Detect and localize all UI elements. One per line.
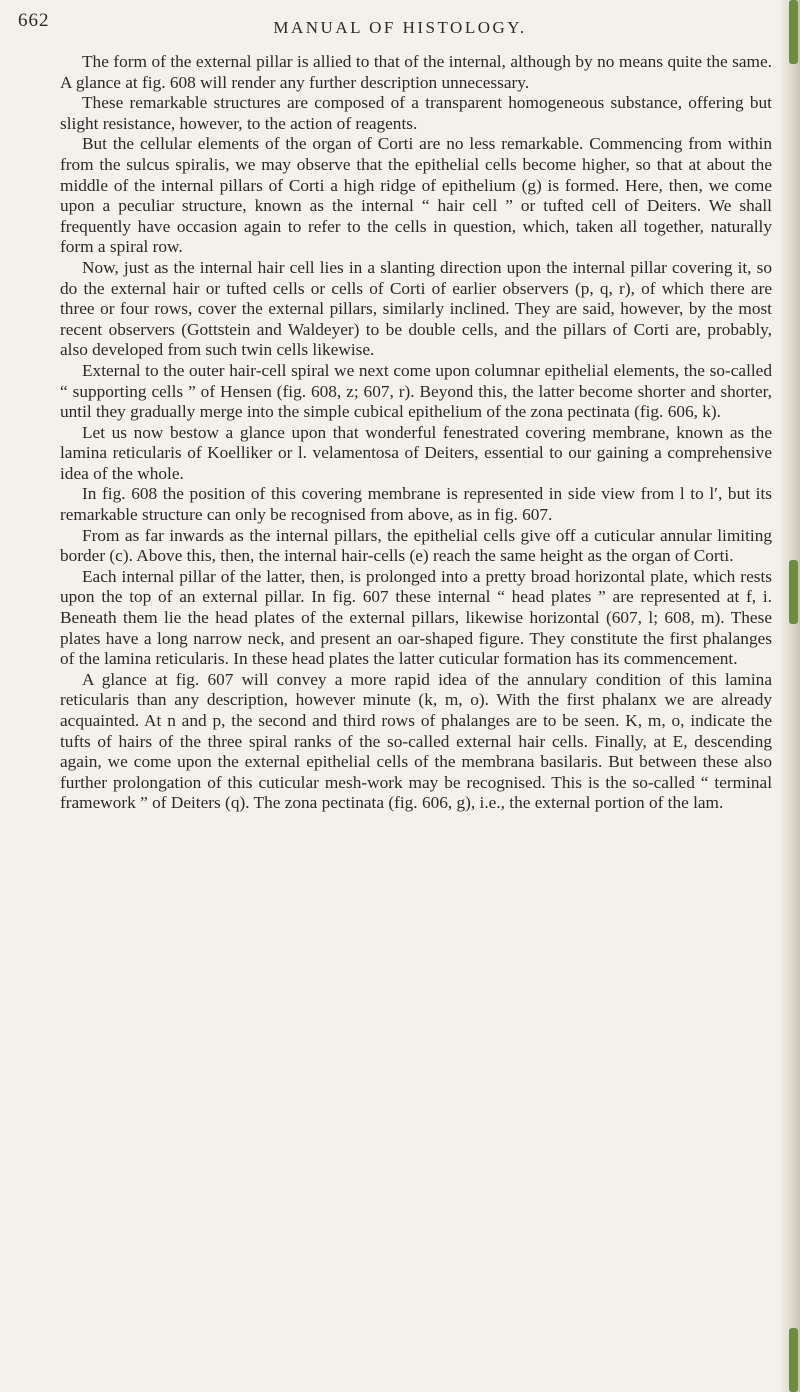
body-text (60, 52, 772, 814)
paragraph: In fig. 608 the position of this covering membrane is represented in side view from l to l′, but its remarkable structure can only be recognised from above, as in fig. 607. (60, 484, 772, 525)
page-number: 662 (18, 10, 50, 31)
paragraph: Now, just as the internal hair cell lies in a slanting direction upon the internal pillar covering it, so do the external hair or tufted cells or cells of Corti of earlier observers (p, q, r), of which there are three or four rows, cover the external pillars, similarly inclined. They are said, however, by the most recent observers (Gottstein and Waldeyer) to be double cells, and the pillars of Corti are, probably, also developed from such twin cells likewise. (60, 257, 772, 360)
page-edge-shadow (778, 0, 800, 1392)
paragraph: These remarkable structures are composed of a transparent homogeneous substance, offering but slight resistance, however, to the action of reagents. (60, 93, 772, 133)
paragraph: From as far inwards as the internal pillars, the epithelial cells give off a cuticular annular limiting border (c). Above this, then, the internal hair-cells (e) reach the same height as the organ of Corti. (60, 525, 772, 566)
edge-tab-mark (789, 0, 798, 64)
paragraph: Let us now bestow a glance upon that wonderful fenestrated covering membrane, known as the lamina reticularis of Koelliker or l. velamentosa of Deiters, essential to our gaining a comprehensive idea of the whole. (60, 422, 772, 483)
paragraph: But the cellular elements of the organ of Corti are no less remarkable. Commencing from within from the sulcus spiralis, we may observe that the epithelial cells become higher, so that at about the middle of the internal pillars of Corti a high ridge of epithelium (g) is formed. Here, then, we come upon a peculiar structure, known as the internal “ hair cell ” or tufted cell of Deiters. We shall frequently have occasion again to refer to the cells in question, which, taken all together, naturally form a spiral row. (60, 134, 772, 257)
edge-tab-mark (789, 1328, 798, 1392)
edge-tab-mark (789, 560, 798, 624)
paragraph: A glance at fig. 607 will convey a more rapid idea of the annulary condition of this lamina reticularis than any description, however minute (k, m, o). With the first phalanx we are already acquainted. At n and p, the second and third rows of phalanges are to be seen. K, m, o, indicate the tufts of hairs of the three spiral ranks of the so-called external hair cells. Finally, at E, descending again, we come upon the external epithelial cells of the membrana basilaris. But between these also further prolongation of this cuticular mesh-work may be recognised. This is the so-called “ terminal framework ” of Deiters (q). The zona pectinata (fig. 606, g), i.e., the external portion of the lam. (60, 669, 772, 813)
running-head: MANUAL OF HISTOLOGY. (273, 18, 527, 37)
paragraph: External to the outer hair-cell spiral we next come upon columnar epithelial elements, the so-called “ supporting cells ” of Hensen (fig. 608, z; 607, r). Beyond this, the latter become shorter and shorter, until they gradually merge into the simple cubical epithelium of the zona pectinata (fig. 606, k). (60, 360, 772, 422)
paragraph: Each internal pillar of the latter, then, is prolonged into a pretty broad horizontal plate, which rests upon the top of an external pillar. In fig. 607 these internal “ head plates ” are represented at f, i. Beneath them lie the head plates of the external pillars, likewise horizontal (607, l; 608, m). These plates have a long narrow neck, and present an oar-shaped figure. They constitute the first phalanges of the lamina reticularis. In these head plates the latter cuticular formation has its commencement. (60, 566, 772, 669)
paragraph: The form of the external pillar is allied to that of the internal, although by no means quite the same. A glance at fig. 608 will render any further description unnecessary. (60, 52, 772, 92)
